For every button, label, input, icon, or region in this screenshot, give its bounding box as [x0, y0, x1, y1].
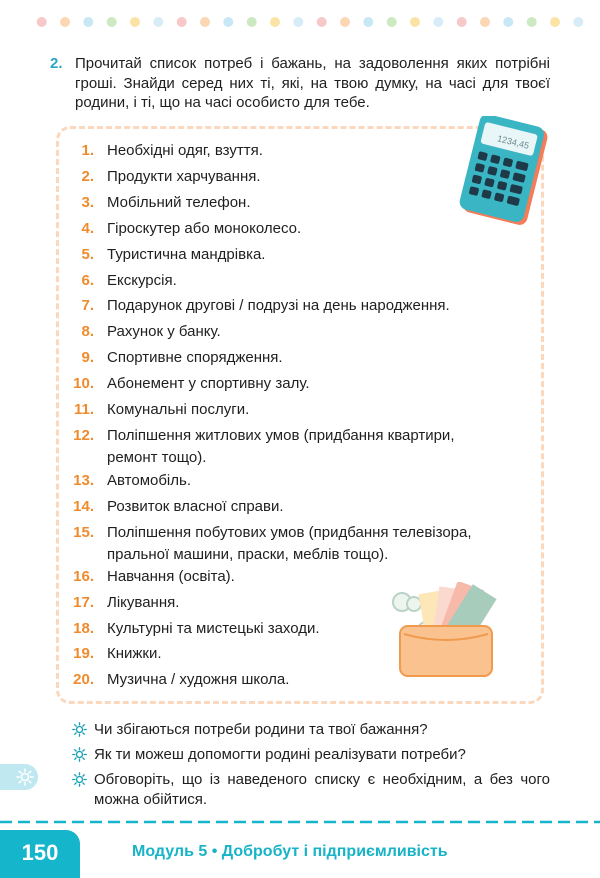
footer-divider: [0, 820, 600, 824]
list-item: 9. Спортивне спорядження.: [81, 349, 283, 366]
list-item: 4. Гіроскутер або моноколесо.: [81, 220, 302, 237]
sun-marker-icon: [16, 768, 34, 786]
list-item: 2. Продукти харчування.: [81, 168, 261, 185]
list-item: 16. Навчання (освіта).: [73, 568, 235, 585]
list-item: 5. Туристична мандрівка.: [81, 246, 266, 263]
decor-dot: [223, 17, 233, 27]
decor-dot: [130, 17, 140, 27]
decor-dot: [37, 17, 47, 27]
list-item: 13. Автомобіль.: [73, 472, 192, 489]
decor-dot: [550, 17, 560, 27]
task-text: Прочитай список потреб і бажань, на задоволення яких потрібні гроші. Знайди серед них ті, які, на твою думку, на часі для твоєї родини, і ті, що на часі особисто для тебе.: [75, 55, 550, 111]
list-item: 19. Книжки.: [73, 645, 162, 662]
list-item: 18. Культурні та мистецькі заходи.: [73, 620, 320, 637]
decor-dot: [503, 17, 513, 27]
wallet-with-cards-icon: [386, 582, 498, 687]
list-item: 10. Абонемент у спортивну залу.: [73, 375, 310, 392]
sun-bullet-icon: [72, 747, 87, 762]
list-item: 7. Подарунок другові / подрузі на день народження.: [81, 297, 450, 314]
decor-dot: [573, 17, 583, 27]
decor-dot: [107, 17, 117, 27]
decor-dot: [480, 17, 490, 27]
list-item: 3. Мобільний телефон.: [81, 194, 251, 211]
question-item: Чи збігаються потреби родини та твої бажання?: [72, 720, 550, 740]
decor-dot: [363, 17, 373, 27]
task-block: [50, 54, 550, 113]
list-item: 6. Екскурсія.: [81, 272, 177, 289]
decor-dot: [387, 17, 397, 27]
calculator-icon: [458, 116, 552, 233]
decor-dot: [153, 17, 163, 27]
sun-bullet-icon: [72, 772, 87, 787]
side-marker: [0, 764, 38, 790]
list-item: 1. Необхідні одяг, взуття.: [81, 142, 263, 159]
page-number: 150: [0, 830, 80, 878]
list-item: 20. Музична / художня школа.: [73, 671, 290, 688]
discussion-questions: [72, 720, 550, 815]
list-item: 15. Поліпшення побутових умов (придбання телевізора, пральної машини, праски, меблів тощо).: [73, 524, 472, 563]
list-item: 11. Комунальні послуги.: [73, 401, 250, 418]
decor-dot: [457, 17, 467, 27]
list-item: 14. Розвиток власної справи.: [73, 498, 284, 515]
question-item: Обговоріть, що із наведеного списку є необхідним, а без чого можна обійтися.: [72, 770, 550, 810]
decor-dot: [410, 17, 420, 27]
decor-dot: [270, 17, 280, 27]
decor-dot: [527, 17, 537, 27]
decor-dot: [293, 17, 303, 27]
top-dot-decoration: [30, 16, 590, 28]
list-item: 12. Поліпшення житлових умов (придбання квартири, ремонт тощо).: [73, 427, 455, 466]
decor-dot: [60, 17, 70, 27]
decor-dot: [340, 17, 350, 27]
sun-bullet-icon: [72, 722, 87, 737]
question-item: Як ти можеш допомогти родині реалізувати потреби?: [72, 745, 550, 765]
decor-dot: [177, 17, 187, 27]
module-title: Модуль 5 • Добробут і підприємливість: [132, 843, 448, 860]
calculator-display: 1234,45: [496, 133, 531, 151]
decor-dot: [317, 17, 327, 27]
decor-dot: [200, 17, 210, 27]
list-item: 8. Рахунок у банку.: [81, 323, 221, 340]
decor-dot: [83, 17, 93, 27]
decor-dot: [433, 17, 443, 27]
list-item: 17. Лікування.: [73, 594, 180, 611]
task-number: 2.: [50, 55, 63, 72]
decor-dot: [247, 17, 257, 27]
